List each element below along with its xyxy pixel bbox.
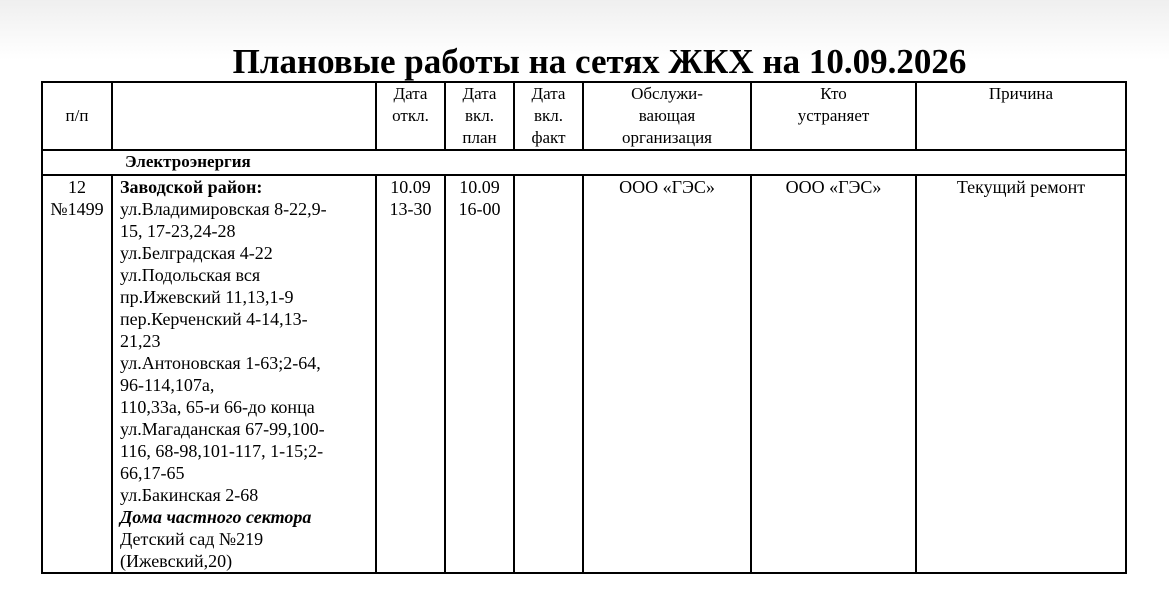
address-line: ул.Бакинская 2-68 [120, 485, 259, 505]
extra-address: (Ижевский,20) [120, 551, 233, 571]
address-line: ул.Белградская 4-22 [120, 243, 273, 263]
header-fixer: Кто устраняет [751, 82, 916, 150]
address-entry [120, 264, 375, 286]
address-line: ул.Антоновская 1-63;2-64, [120, 353, 321, 373]
address-line: 116, 68-98,101-117, 1-15;2- [120, 441, 324, 461]
address-line: 21,23 [120, 331, 161, 351]
row-id: №1499 [50, 199, 104, 219]
address-line: ул.Магаданская 67-99,100- [120, 419, 325, 439]
date-off-cell: 10.09 13-30 [376, 175, 445, 573]
page-title: Плановые работы на сетях ЖКХ на 10.09.2026 [232, 42, 967, 81]
address-line: пр.Ижевский 11,13,1-9 [120, 287, 294, 307]
header-num: п/п [42, 82, 112, 150]
reason-cell: Текущий ремонт [916, 175, 1126, 573]
extra-address: Детский сад №219 [120, 529, 264, 549]
header-row [42, 82, 1126, 150]
address-entry [120, 396, 375, 418]
category-row [42, 150, 1126, 175]
private-sector-label: Дома частного сектора [120, 507, 312, 527]
address-cell [112, 175, 376, 573]
address-line: 96-114,107а, [120, 375, 215, 395]
address-line: 110,33а, 65-и 66-до конца [120, 397, 315, 417]
header-date-on-plan: Дата вкл. план [445, 82, 514, 150]
address-list [120, 198, 375, 506]
organization-cell: ООО «ГЭС» [583, 175, 751, 573]
row-number: 12 [68, 177, 86, 197]
address-entry [120, 286, 375, 308]
address-line: пер.Керченский 4-14,13- [120, 309, 308, 329]
address-line: 66,17-65 [120, 463, 185, 483]
table-row [42, 175, 1126, 573]
address-entry [120, 198, 375, 242]
works-table [41, 81, 1127, 574]
header-date-on-fact: Дата вкл. факт [514, 82, 583, 150]
date-on-fact-cell [514, 175, 583, 573]
header-organization: Обслужи- вающая организация [583, 82, 751, 150]
address-line: ул.Подольская вся [120, 265, 261, 285]
header-reason: Причина [916, 82, 1126, 150]
address-entry [120, 352, 375, 396]
row-number-cell [42, 175, 112, 573]
address-entry [120, 418, 375, 484]
header-date-off: Дата откл. [376, 82, 445, 150]
address-line: ул.Владимировская 8-22,9- [120, 199, 327, 219]
district-label: Заводской район: [120, 177, 263, 197]
header-address [112, 82, 376, 150]
address-line: 15, 17-23,24-28 [120, 221, 236, 241]
category-label: Электроэнергия [42, 150, 1126, 175]
address-entry [120, 242, 375, 264]
address-entry [120, 308, 375, 352]
fixer-cell: ООО «ГЭС» [751, 175, 916, 573]
address-entry [120, 484, 375, 506]
date-on-plan-cell: 10.09 16-00 [445, 175, 514, 573]
